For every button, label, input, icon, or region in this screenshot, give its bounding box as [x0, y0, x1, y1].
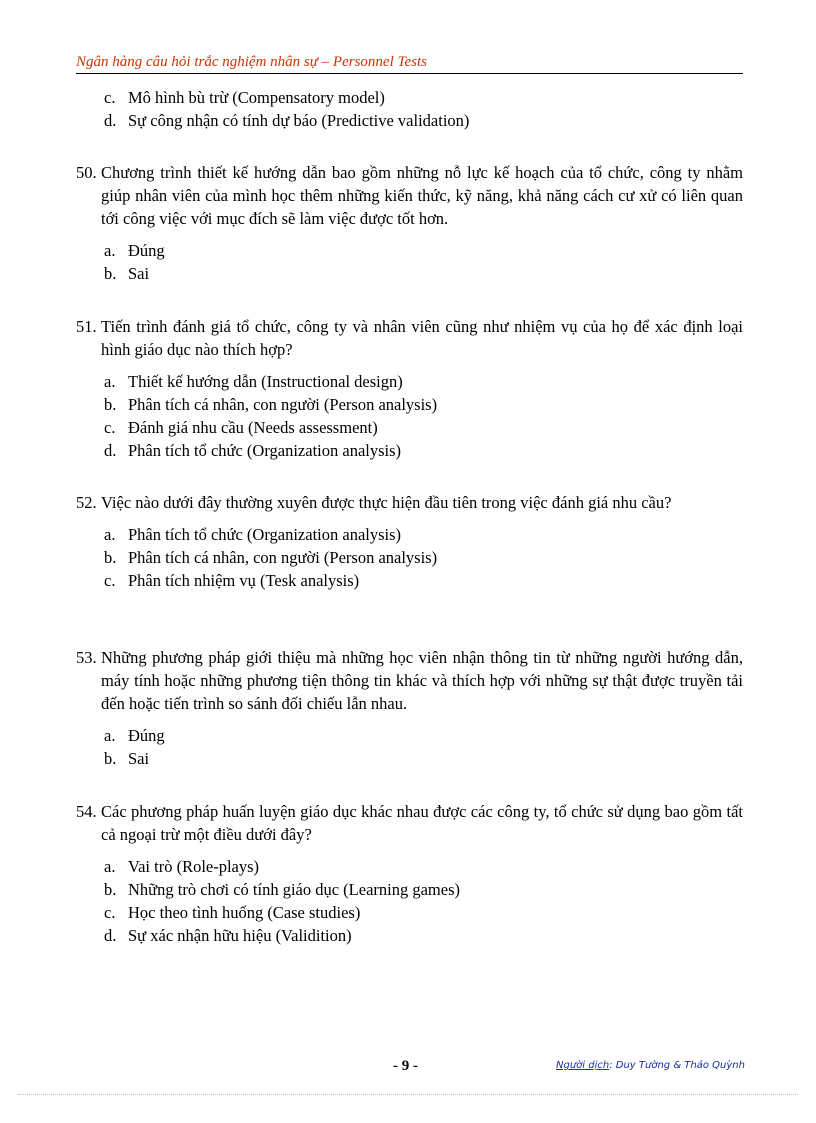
option [76, 86, 743, 109]
option-letter: a. [104, 372, 116, 391]
option-list [76, 523, 743, 592]
option-list [76, 239, 743, 285]
option-list [76, 370, 743, 462]
question-50 [76, 161, 743, 285]
credit-label: Người dịch [556, 1060, 610, 1071]
question-52 [76, 491, 743, 592]
translator-credit [556, 1060, 745, 1071]
question-stem [76, 646, 743, 715]
option-letter: b. [104, 548, 117, 567]
option-letter: b. [104, 749, 117, 768]
question-stem [76, 161, 743, 230]
option-letter: c. [104, 418, 116, 437]
option [76, 393, 743, 416]
question-stem [76, 491, 743, 514]
option-text: Phân tích tổ chức (Organization analysis) [128, 441, 402, 460]
option-text: Phân tích cá nhân, con người (Person analysis) [128, 395, 438, 414]
question-text: Tiến trình đánh giá tổ chức, công ty và nhân viên cũng như nhiệm vụ của họ để xác định loại hình giáo dục nào thích hợp? [101, 317, 743, 359]
option-text: Sự xác nhận hữu hiệu (Validition) [128, 926, 352, 945]
option [76, 901, 743, 924]
option-list [76, 855, 743, 947]
option-letter: a. [104, 241, 116, 260]
question-number: 51. [76, 317, 97, 336]
option [76, 924, 743, 947]
option [76, 878, 743, 901]
question-text: Các phương pháp huấn luyện giáo dục khác nhau được các công ty, tổ chức sử dụng bao gồm tất cả ngoại trừ một điều dưới đây? [101, 802, 743, 844]
option-letter: c. [104, 571, 116, 590]
question-stem [76, 315, 743, 361]
previous-question-options [76, 86, 743, 132]
option [76, 239, 743, 262]
question-text: Việc nào dưới đây thường xuyên được thực hiện đầu tiên trong việc đánh giá nhu cầu? [101, 493, 672, 512]
option-letter: d. [104, 111, 117, 130]
option [76, 724, 743, 747]
credit-names: : Duy Tường & Thảo Quỳnh [609, 1060, 745, 1071]
option-text: Sự công nhận có tính dự báo (Predictive validation) [128, 111, 470, 130]
option-letter: b. [104, 264, 117, 283]
option-text: Những trò chơi có tính giáo dục (Learning games) [128, 880, 460, 899]
question-number: 54. [76, 802, 97, 821]
option [76, 523, 743, 546]
option [76, 569, 743, 592]
option-text: Sai [128, 749, 150, 768]
option-text: Phân tích tổ chức (Organization analysis) [128, 525, 402, 544]
question-text: Chương trình thiết kế hướng dẫn bao gồm những nỗ lực kế hoạch của tổ chức, công ty nhằm giúp nhân viên của mình học thêm những kiến thức, kỹ năng, khả năng cách cư xử có liên quan tới công việc với mục đích sẽ làm việc được tốt hơn. [101, 163, 743, 228]
option-text: Vai trò (Role-plays) [128, 857, 260, 876]
question-text: Những phương pháp giới thiệu mà những học viên nhận thông tin từ những người hướng dẫn, máy tính hoặc những phương tiện thông tin khác và thích hợp với những sự thật được truyền tải đến hoặc tiến trình so sánh đối chiếu lẫn nhau. [101, 648, 743, 713]
option-letter: c. [104, 88, 116, 107]
page-header: Ngân hàng câu hỏi trắc nghiệm nhân sự – Personnel Tests [76, 54, 743, 74]
page-number: - 9 - [393, 1058, 418, 1074]
option-letter: c. [104, 903, 116, 922]
option-letter: d. [104, 441, 117, 460]
option-text: Đánh giá nhu cầu (Needs assessment) [128, 418, 378, 437]
option-text: Học theo tình huống (Case studies) [128, 903, 361, 922]
option [76, 262, 743, 285]
option-letter: b. [104, 880, 117, 899]
option [76, 747, 743, 770]
option [76, 439, 743, 462]
question-54 [76, 800, 743, 947]
question-number: 53. [76, 648, 97, 667]
option-text: Mô hình bù trừ (Compensatory model) [128, 88, 385, 107]
option-text: Phân tích nhiệm vụ (Tesk analysis) [128, 571, 360, 590]
question-stem [76, 800, 743, 846]
option-text: Đúng [128, 726, 165, 745]
question-53 [76, 646, 743, 770]
option-text: Đúng [128, 241, 165, 260]
option [76, 416, 743, 439]
option-letter: b. [104, 395, 117, 414]
question-number: 50. [76, 163, 97, 182]
page-bottom-divider [18, 1094, 798, 1095]
option-letter: d. [104, 926, 117, 945]
option-text: Thiết kế hướng dẫn (Instructional design) [128, 372, 403, 391]
question-51 [76, 315, 743, 462]
option [76, 370, 743, 393]
option-text: Sai [128, 264, 150, 283]
option-list [76, 724, 743, 770]
option [76, 109, 743, 132]
option-letter: a. [104, 726, 116, 745]
option-letter: a. [104, 525, 116, 544]
option-letter: a. [104, 857, 116, 876]
option-text: Phân tích cá nhân, con người (Person analysis) [128, 548, 438, 567]
option [76, 546, 743, 569]
option [76, 855, 743, 878]
question-number: 52. [76, 493, 97, 512]
